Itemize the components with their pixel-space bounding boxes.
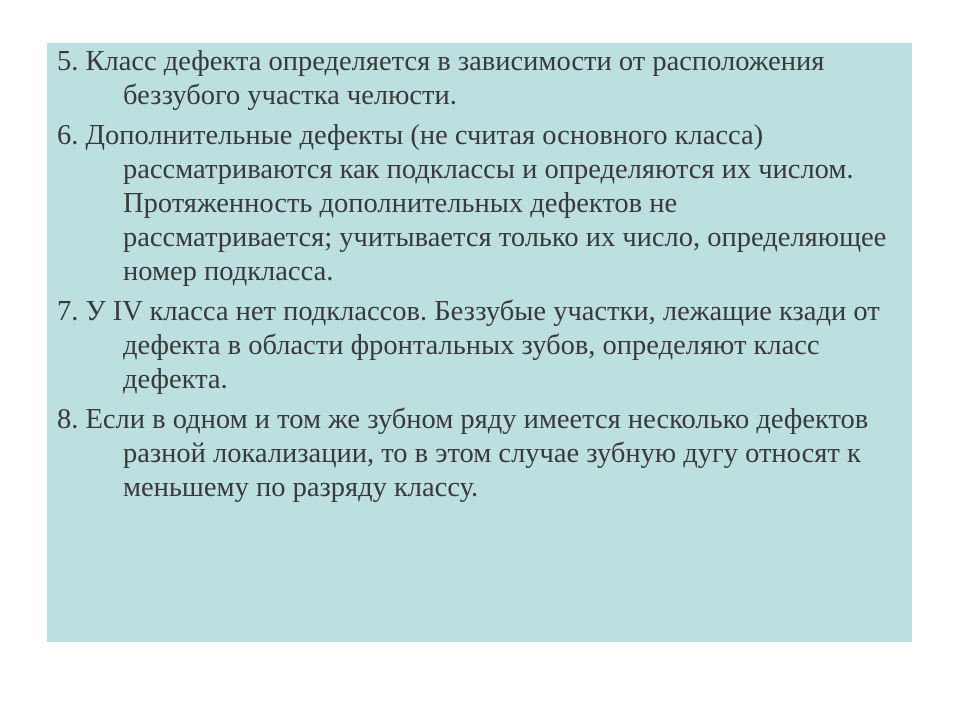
list-item-6: 6. Дополнительные дефекты (не считая основного класса) рассматриваются как подклассы и определяются их числом. Протяженность дополнительных дефектов не рассматривается; учитывается только их число, определяющее номер подкласса. bbox=[57, 120, 887, 287]
list-item-8: 8. Если в одном и том же зубном ряду имеется несколько дефектов разной локализации, то в этом случае зубную дугу относят к меньшему по разряду классу. bbox=[57, 404, 869, 503]
list-item-7: 7. У IV класса нет подклассов. Беззубые участки, лежащие кзади от дефекта в области фронтальных зубов, определяют класс дефекта. bbox=[57, 296, 880, 395]
slide-content-box bbox=[47, 43, 912, 642]
list-item-5: 5. Класс дефекта определяется в зависимости от расположения беззубого участка челюсти. bbox=[57, 46, 825, 111]
